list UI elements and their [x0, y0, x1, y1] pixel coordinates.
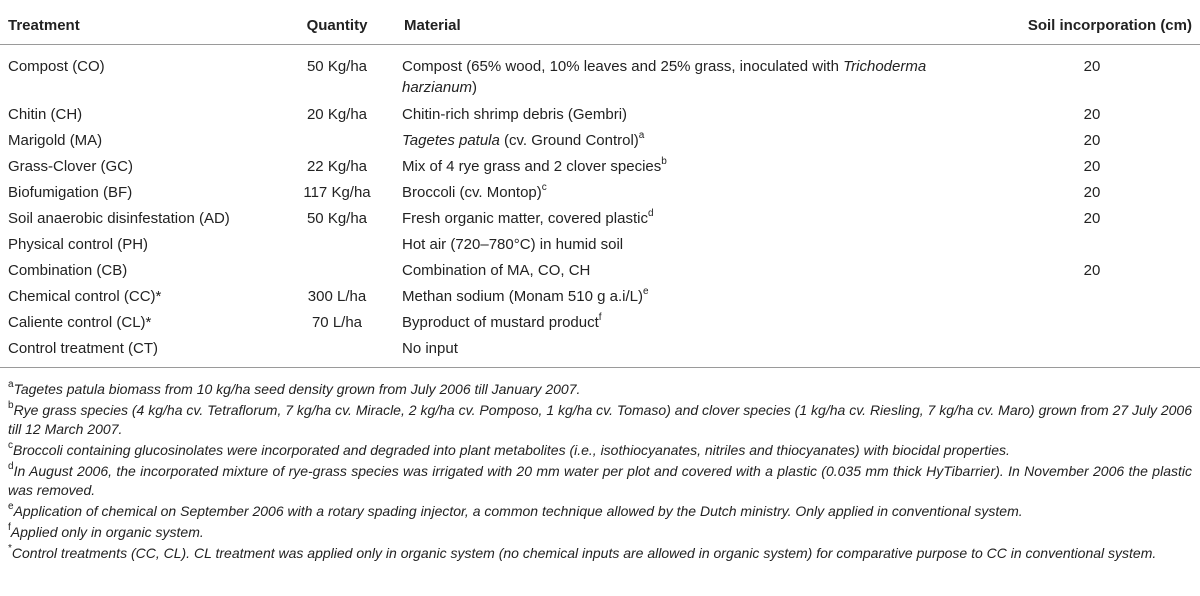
footnote	[8, 380, 1192, 399]
cell-treatment: Biofumigation (BF)	[8, 184, 133, 201]
cell-quantity	[278, 338, 396, 368]
footnote-text: Control treatments (CC, CL). CL treatment was applied only in organic system (no chemical inputs are allowed in organic system) for comparative purpose to CC in conventional system.	[11, 545, 1157, 561]
footnote-mark: d	[8, 461, 14, 473]
cell-material: Chitin-rich shrimp debris (Gembri)	[402, 106, 628, 123]
header-quantity: Quantity	[278, 6, 396, 45]
material-text: Mix of 4 rye grass and 2 clover species	[402, 158, 662, 175]
footnote	[8, 441, 1192, 460]
footnote-mark: c	[8, 440, 13, 452]
cell-material	[396, 156, 994, 182]
table-row	[0, 234, 1200, 260]
cell-quantity: 20 Kg/ha	[306, 106, 368, 123]
footnote	[8, 544, 1192, 563]
cell-soil: 20	[1083, 158, 1101, 175]
footnote-mark: b	[661, 156, 667, 167]
material-species-italic: Tagetes patula	[402, 132, 500, 149]
cell-soil: 20	[1083, 58, 1101, 75]
table-footnotes	[8, 380, 1192, 563]
cell-soil	[994, 312, 1200, 338]
cell-quantity: 300 L/ha	[307, 288, 367, 305]
material-text: (cv. Ground Control)	[499, 132, 639, 149]
table-row	[0, 45, 1200, 105]
cell-material: Combination of MA, CO, CH	[402, 262, 591, 279]
table-row	[0, 182, 1200, 208]
footnote-mark: b	[8, 400, 14, 412]
footnote-text: Applied only in organic system.	[10, 524, 204, 540]
footnote-mark: a	[638, 130, 645, 141]
cell-quantity	[278, 130, 396, 156]
cell-soil	[994, 286, 1200, 312]
header-treatment: Treatment	[0, 6, 278, 45]
material-text-end: )	[472, 79, 478, 96]
cell-material	[396, 312, 994, 338]
cell-soil: 20	[1083, 106, 1101, 123]
footnote-text: In August 2006, the incorporated mixture of rye-grass species was irrigated with 20 mm water per plot and covered with a plastic (0.035 mm thick HyTibarrier). In November 2006 the plastic was removed.	[8, 463, 1192, 498]
footnote	[8, 523, 1192, 542]
cell-soil: 20	[1083, 132, 1101, 149]
cell-material: No input	[396, 338, 994, 368]
header-material: Material	[396, 6, 994, 45]
cell-soil: 20	[1083, 184, 1101, 201]
cell-material	[396, 182, 994, 208]
cell-treatment: Control treatment (CT)	[0, 338, 278, 368]
footnote-mark: e	[8, 501, 14, 513]
footnote-mark: f	[8, 522, 11, 534]
cell-quantity: 50 Kg/ha	[306, 58, 368, 75]
footnote	[8, 401, 1192, 439]
cell-quantity: 70 L/ha	[311, 314, 363, 331]
cell-quantity	[278, 234, 396, 260]
material-text: Broccoli (cv. Montop)	[402, 184, 542, 201]
table-row	[0, 286, 1200, 312]
cell-material	[396, 130, 994, 156]
table-header	[0, 6, 1200, 45]
cell-material	[396, 45, 994, 105]
footnote-text: Rye grass species (4 kg/ha cv. Tetraflorum, 7 kg/ha cv. Miracle, 2 kg/ha cv. Pomposo, 1 kg/ha cv. Tomaso) and clover species (1 kg/ha cv. Riesling, 7 kg/ha cv. Maro) grown from 27 July 2006 till 12 March 2007.	[8, 402, 1192, 437]
footnote	[8, 462, 1192, 500]
table-row	[0, 312, 1200, 338]
table-row	[0, 338, 1200, 368]
cell-soil	[994, 338, 1200, 368]
cell-treatment: Marigold (MA)	[8, 132, 103, 149]
material-text: Methan sodium (Monam 510 g a.i/L)	[402, 288, 643, 305]
cell-treatment: Combination (CB)	[8, 262, 128, 279]
footnote-text: Broccoli containing glucosinolates were incorporated and degraded into plant metabolites (i.e., isothiocyanates, nitriles and thiocyanates) with biocidal properties.	[13, 442, 1010, 458]
footnote-mark: *	[8, 543, 12, 555]
footnote-mark: c	[541, 182, 547, 193]
footnote-mark: e	[642, 286, 649, 297]
cell-quantity: 117 Kg/ha	[303, 184, 371, 201]
footnote-mark: d	[647, 208, 654, 219]
footnote-text: Tagetes patula biomass from 10 kg/ha seed density grown from July 2006 till January 2007.	[13, 381, 581, 397]
material-text: Fresh organic matter, covered plastic	[402, 210, 648, 227]
cell-material: Hot air (720–780°C) in humid soil	[402, 236, 624, 253]
cell-treatment: Caliente control (CL)*	[8, 314, 152, 331]
table-row	[0, 260, 1200, 286]
treatment-table	[0, 6, 1200, 368]
material-text: Compost (65% wood, 10% leaves and 25% grass, inoculated with	[402, 58, 844, 75]
cell-treatment: Chemical control (CC)*	[8, 288, 162, 305]
cell-treatment: Compost (CO)	[8, 58, 105, 75]
table-row	[0, 104, 1200, 130]
header-soil-incorporation: Soil incorporation (cm)	[994, 6, 1200, 45]
cell-quantity: 22 Kg/ha	[306, 158, 368, 175]
cell-soil	[994, 234, 1200, 260]
cell-quantity: 50 Kg/ha	[306, 210, 368, 227]
cell-material	[396, 286, 994, 312]
material-species-italic: Trichoderma harzianum	[402, 58, 927, 96]
table-body	[0, 45, 1200, 368]
cell-material	[396, 208, 994, 234]
table-row	[0, 130, 1200, 156]
footnote	[8, 502, 1192, 521]
cell-soil: 20	[1083, 210, 1101, 227]
cell-treatment: Chitin (CH)	[8, 106, 83, 123]
table-row	[0, 208, 1200, 234]
footnote-text: Application of chemical on September 2006 with a rotary spading injector, a common technique allowed by the Dutch ministry. Only applied in conventional system.	[13, 503, 1023, 519]
cell-quantity	[278, 260, 396, 286]
cell-treatment: Grass-Clover (GC)	[8, 158, 134, 175]
header-row	[0, 6, 1200, 45]
material-text: Byproduct of mustard product	[402, 314, 599, 331]
cell-soil: 20	[1083, 262, 1101, 279]
table-row	[0, 156, 1200, 182]
footnote-mark: f	[598, 312, 602, 323]
footnote-mark: a	[8, 379, 14, 391]
cell-treatment: Physical control (PH)	[8, 236, 149, 253]
cell-treatment: Soil anaerobic disinfestation (AD)	[8, 210, 230, 227]
